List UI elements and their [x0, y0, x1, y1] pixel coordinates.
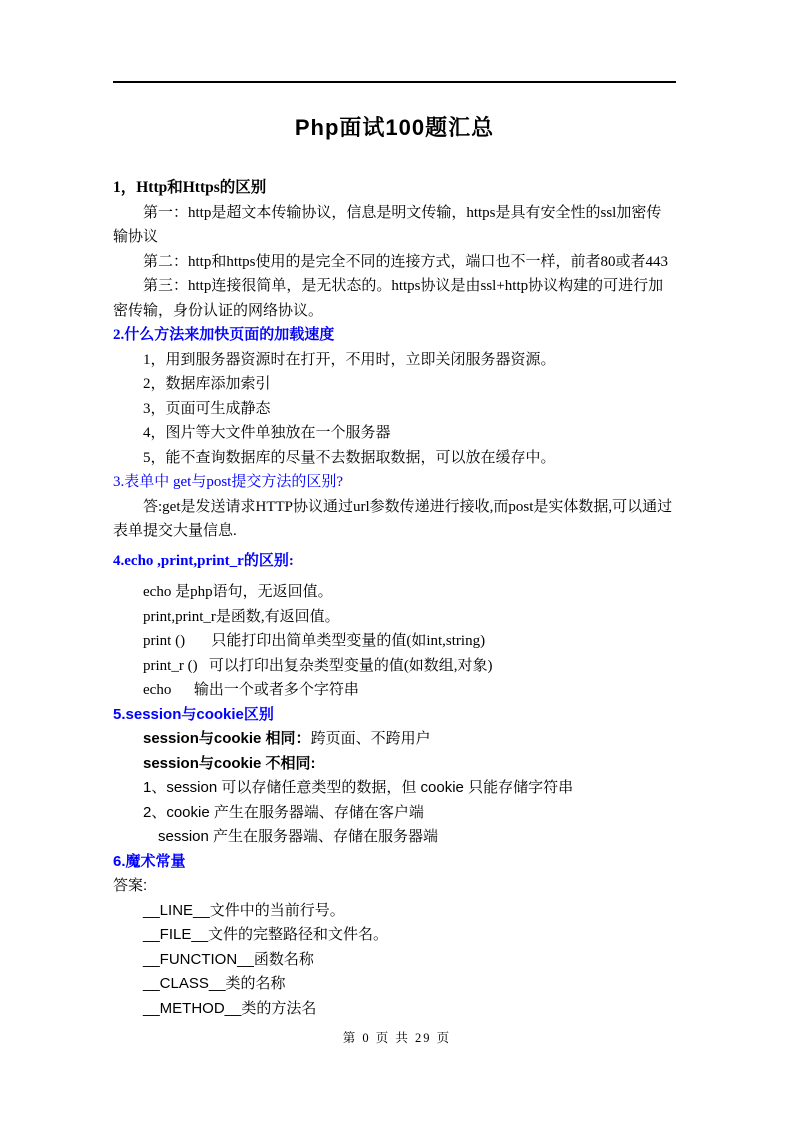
page-number-footer: 第 0 页 共 29 页: [342, 1031, 452, 1045]
section-4-line: echo 是php语句，无返回值。: [143, 584, 333, 600]
section-4-line: echo 输出一个或者多个字符串: [143, 682, 359, 698]
section-4-line: print_r () 可以打印出复杂类型变量的值(如数组,对象): [143, 657, 493, 674]
section-6-line: __METHOD__类的方法名: [143, 999, 317, 1017]
section-3-heading: 3.表单中 get与post提交方法的区别?: [113, 474, 343, 490]
section-3-answer: 答:get是发送请求HTTP协议通过url参数传递进行接收,而post是实体数据,可以通过表单提交大量信息.: [113, 498, 673, 539]
section-2-item: 4，图片等大文件单独放在一个服务器: [143, 425, 391, 441]
section-6-line: __LINE__文件中的当前行号。: [143, 901, 345, 919]
section-5-diff-label: session与cookie 不相同:: [143, 754, 316, 772]
section-6-answer-label: 答案:: [113, 877, 148, 894]
section-1-paragraph: 第三：http连接很简单，是无状态的。https协议是由ssl+http协议构建的可进行加密传输，身份认证的网络协议。: [113, 278, 664, 319]
section-2-item: 5，能不查询数据库的尽量不去数据取数据，可以放在缓存中。: [143, 449, 556, 466]
section-2-heading: 2.什么方法来加快页面的加载速度: [113, 327, 335, 343]
section-5-same-text: 跨页面、不跨用户: [310, 730, 431, 747]
section-5-same-line: [113, 727, 676, 752]
header-rule: [113, 81, 676, 83]
section-6-line: __FILE__文件的完整路径和文件名。: [143, 926, 389, 943]
section-5-heading: 5.session与cookie区别: [113, 705, 274, 723]
section-6-heading: 6.魔术常量: [113, 852, 186, 870]
section-2-item: 1，用到服务器资源时在打开，不用时，立即关闭服务器资源。: [143, 351, 556, 368]
section-4-line: print () 只能打印出简单类型变量的值(如int,string): [143, 633, 486, 649]
section-1-heading: 1，Http和Https的区别: [113, 179, 267, 196]
section-5-same-label: session与cookie 相同：: [143, 730, 311, 747]
section-5-item: session 产生在服务器端、存储在服务器端: [158, 828, 439, 845]
section-4-line: print,print_r是函数,有返回值。: [143, 608, 340, 625]
section-1-paragraph: 第二：http和https使用的是完全不同的连接方式，端口也不一样，前者80或者443: [143, 253, 669, 270]
section-2-item: 3，页面可生成静态: [143, 400, 271, 417]
section-1-paragraph: 第一：http是超文本传输协议，信息是明文传输，https是具有安全性的ssl加密传输协议: [113, 204, 662, 245]
section-5-item: 2、cookie 产生在服务器端、存储在客户端: [143, 803, 424, 821]
page-title: Php面试100题汇总: [294, 115, 495, 140]
section-5-item: 1、session 可以存储任意类型的数据，但 cookie 只能存储字符串: [143, 779, 574, 796]
section-6-line: __CLASS__类的名称: [143, 975, 286, 992]
section-4-heading: 4.echo ,print,print_r的区别:: [113, 552, 294, 569]
section-2-item: 2，数据库添加索引: [143, 376, 271, 392]
section-6-line: __FUNCTION__函数名称: [143, 950, 314, 968]
